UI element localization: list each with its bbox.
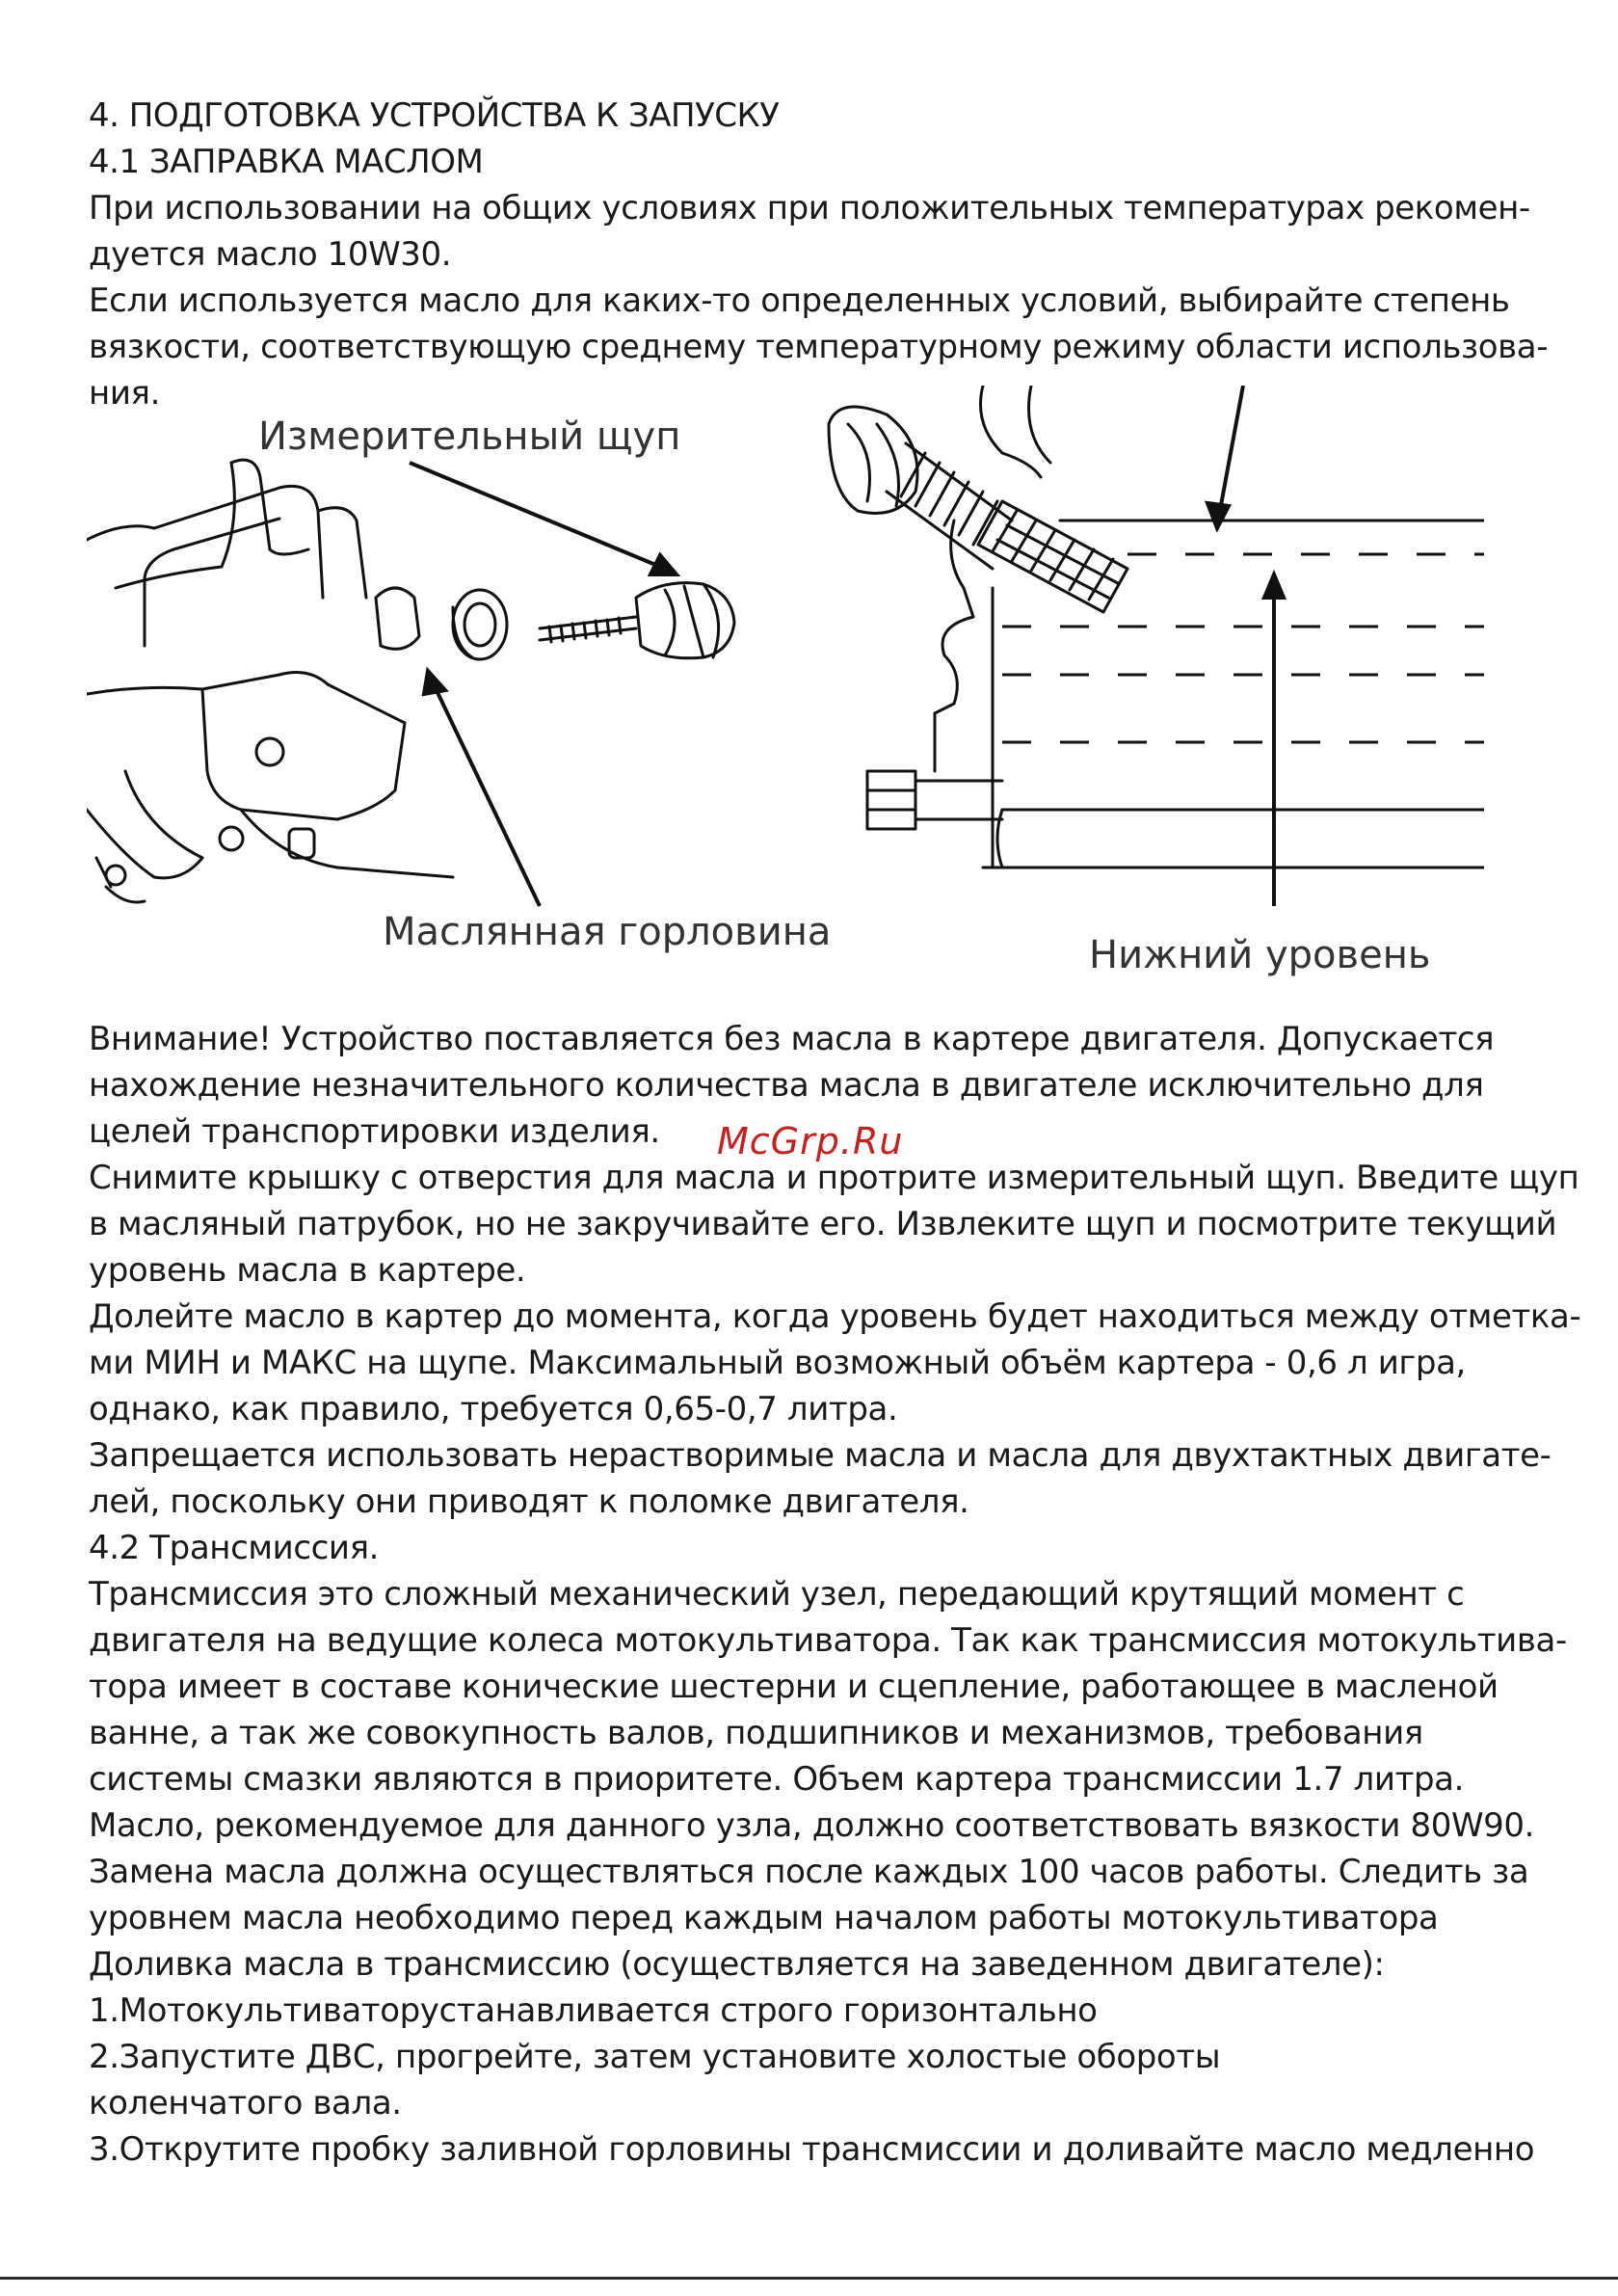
text-line: нахождение незначительного количества масла в двигателе исключительно для <box>89 1066 1484 1105</box>
text-line: тора имеет в составе конические шестерни и сцепление, работающее в масленой <box>89 1668 1499 1706</box>
intro-paragraph <box>89 185 1553 416</box>
text-line: Замена масла должна осуществляться после каждых 100 часов работы. Следить за <box>89 1853 1529 1891</box>
bottom-divider <box>0 2277 1618 2280</box>
text-line: Снимите крышку с отверстия для масла и протрите измерительный щуп. Введите щуп <box>89 1159 1579 1197</box>
text-line: Трансмиссия это сложный механический узел, передающий крутящий момент с <box>89 1575 1465 1614</box>
text-line: в масляный патрубок, но не закручивайте его. Извлеките щуп и посмотрите текущий <box>89 1205 1557 1243</box>
text-line: При использовании на общих условиях при положительных температурах рекомен- <box>89 189 1530 227</box>
text-line: целей транспортировки изделия. <box>89 1112 660 1151</box>
text-line: однако, как правило, требуется 0,65-0,7 литра. <box>89 1390 898 1428</box>
dipstick-label: Измерительный щуп <box>258 414 681 459</box>
instructions-text <box>89 1016 1581 2173</box>
watermark-link[interactable]: McGrp.Ru <box>717 1120 904 1162</box>
text-line: Если используется масло для каких-то определенных условий, выбирайте степень <box>89 281 1510 320</box>
oil-level-illustration <box>809 386 1484 906</box>
text-line: 2.Запустите ДВС, прогрейте, затем установите холостые обороты <box>89 2038 1221 2076</box>
dipstick-illustration <box>87 405 819 925</box>
text-line: 3.Открутите пробку заливной горловины трансмиссии и доливайте масло медленно <box>89 2130 1535 2169</box>
text-line: Внимание! Устройство поставляется без масла в картере двигателя. Допускается <box>89 1020 1495 1058</box>
text-line: лей, поскольку они приводят к поломке двигателя. <box>89 1482 969 1521</box>
text-line: Долейте масло в картер до момента, когда уровень будет находиться между отметка- <box>89 1297 1581 1336</box>
text-line: Доливка масла в трансмиссию (осуществляется на заведенном двигателе): <box>89 1945 1385 1984</box>
text-line: уровнем масла необходимо перед каждым началом работы мотокультиватора <box>89 1899 1439 1937</box>
text-line: системы смазки являются в приоритете. Объем картера трансмиссии 1.7 литра. <box>89 1760 1465 1799</box>
text-line: коленчатого вала. <box>89 2084 402 2122</box>
section-heading: 4. ПОДГОТОВКА УСТРОЙСТВА К ЗАПУСКУ <box>89 96 780 135</box>
text-line: Масло, рекомендуемое для данного узла, должно соответствовать вязкости 80W90. <box>89 1806 1535 1845</box>
text-line: двигателя на ведущие колеса мотокультиватора. Так как трансмиссия мотокультива- <box>89 1621 1567 1660</box>
low-level-label: Нижний уровень <box>1089 933 1431 977</box>
subsection-heading: 4.1 ЗАПРАВКА МАСЛОМ <box>89 143 484 181</box>
text-line: ми МИН и МАКС на щупе. Максимальный возможный объём картера - 0,6 л игра, <box>89 1344 1466 1382</box>
text-line: 4.2 Трансмиссия. <box>89 1529 380 1567</box>
text-line: ния. <box>89 374 160 413</box>
text-line: Запрещается использовать нерастворимые масла и масла для двухтактных двигате- <box>89 1436 1552 1475</box>
text-line: вязкости, соответствующую среднему температурному режиму области использова- <box>89 328 1549 366</box>
text-line: ванне, а так же совокупность валов, подшипников и механизмов, требования <box>89 1714 1423 1752</box>
filler-neck-label: Маслянная горловина <box>383 910 832 954</box>
text-line: 1.Мотокультиваторустанавливается строго горизонтально <box>89 1991 1098 2030</box>
text-line: дуется масло 10W30. <box>89 235 452 274</box>
text-line: уровень масла в картере. <box>89 1251 526 1290</box>
